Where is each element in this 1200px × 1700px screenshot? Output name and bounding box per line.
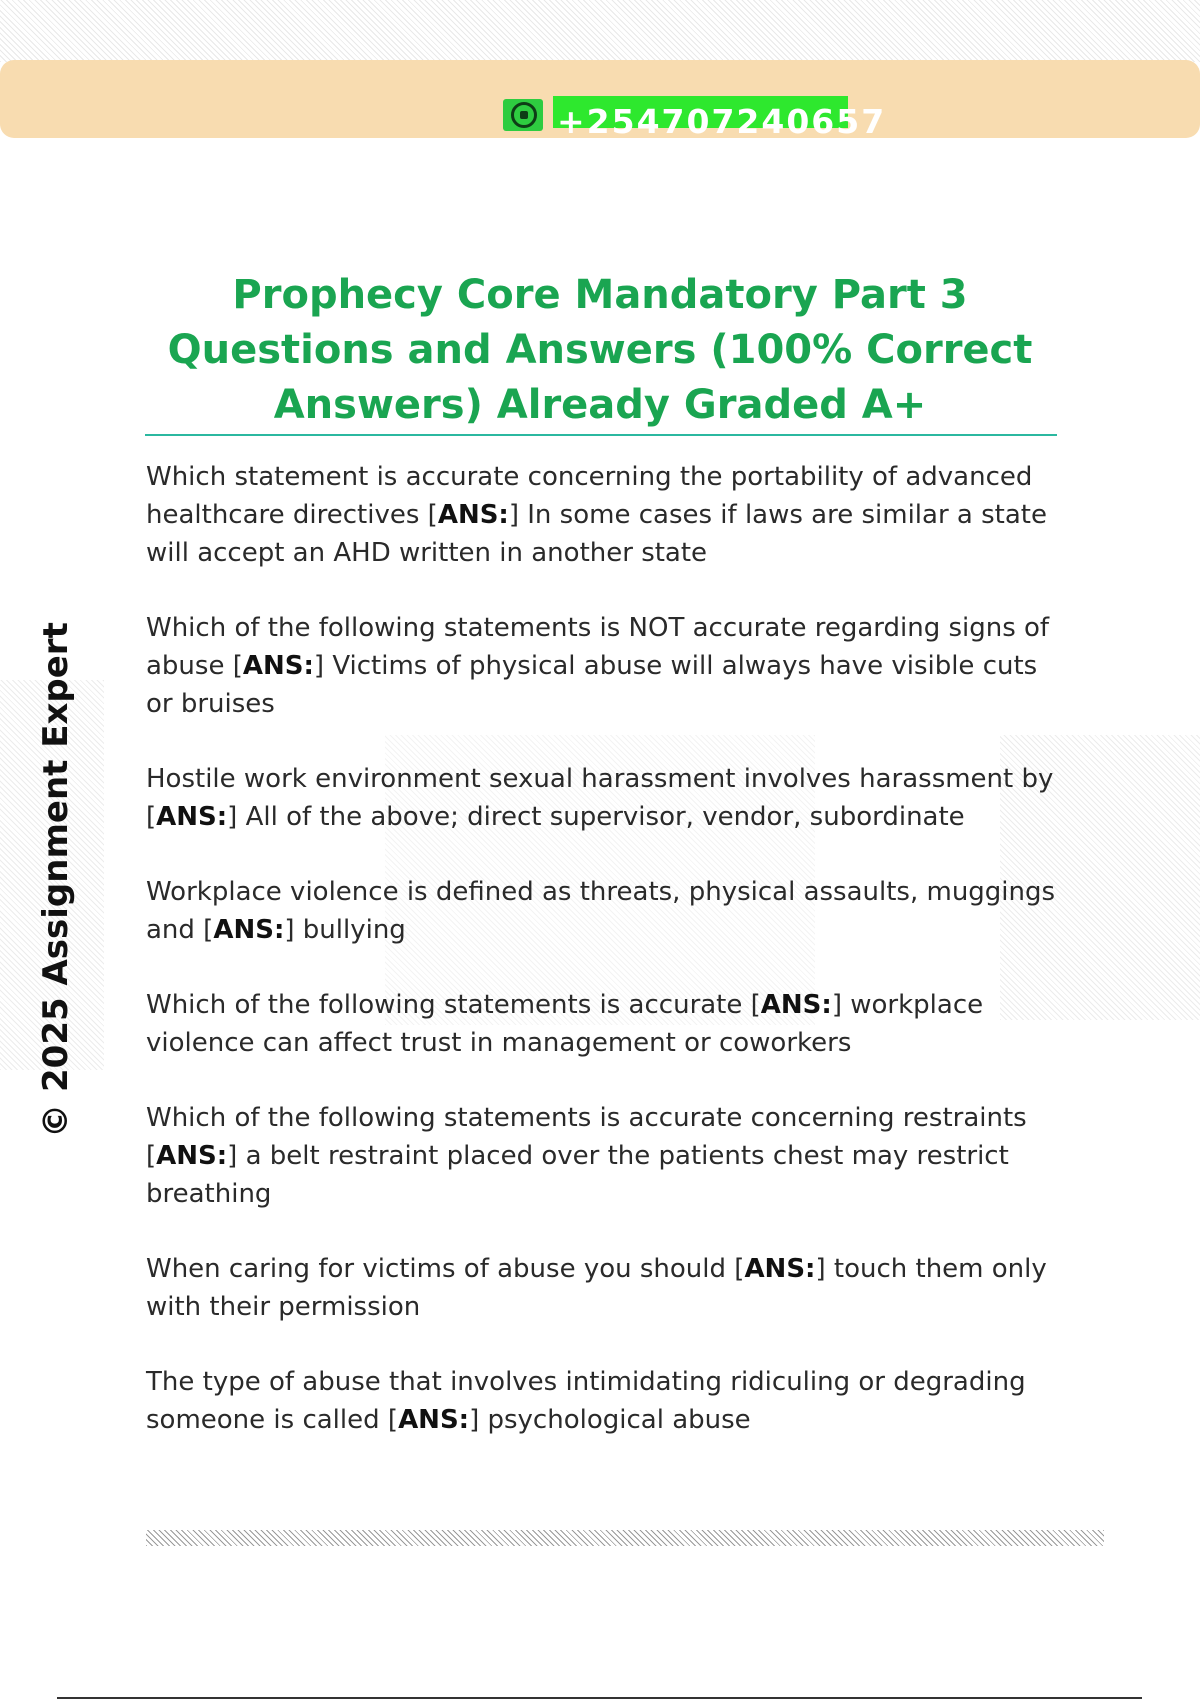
qa-item: Which of the following statements is NOT accurate regarding signs of abuse [ANS:] Victims of physical abuse will always have visible cuts or bruises [146,613,1050,719]
qa-list [146,458,1066,1476]
phone-number: +254707240657 [557,102,887,141]
top-hatch-pattern [0,0,1200,62]
title-divider [145,434,1057,436]
qa-item: Which statement is accurate concerning the portability of advanced healthcare directives [ANS:] In some cases if laws are similar a state will accept an AHD written in another state [146,462,1047,568]
copyright-watermark: © 2025 Assignment Expert [36,622,76,1138]
phone-number-box[interactable] [553,96,887,141]
qa-item: Which of the following statements is accurate [ANS:] workplace violence can affect trust in management or coworkers [146,990,984,1058]
whatsapp-icon[interactable] [503,99,543,131]
qa-item: Hostile work environment sexual harassment involves harassment by [ANS:] All of the above; direct supervisor, vendor, subordinate [146,764,1054,832]
footer-divider [57,1697,1142,1699]
footer-hatch-pattern [146,1530,1104,1546]
watermark [34,620,78,1140]
qa-item: When caring for victims of abuse you should [ANS:] touch them only with their permission [146,1254,1047,1322]
qa-item: Which of the following statements is accurate concerning restraints [ANS:] a belt restraint placed over the patients chest may restrict breathing [146,1103,1027,1209]
qa-item: The type of abuse that involves intimidating ridiculing or degrading someone is called [ANS:] psychological abuse [146,1367,1026,1435]
qa-item: Workplace violence is defined as threats, physical assaults, muggings and [ANS:] bullying [146,877,1056,945]
page-title: Prophecy Core Mandatory Part 3 Questions and Answers (100% Correct Answers) Already Graded A+ [167,272,1033,428]
